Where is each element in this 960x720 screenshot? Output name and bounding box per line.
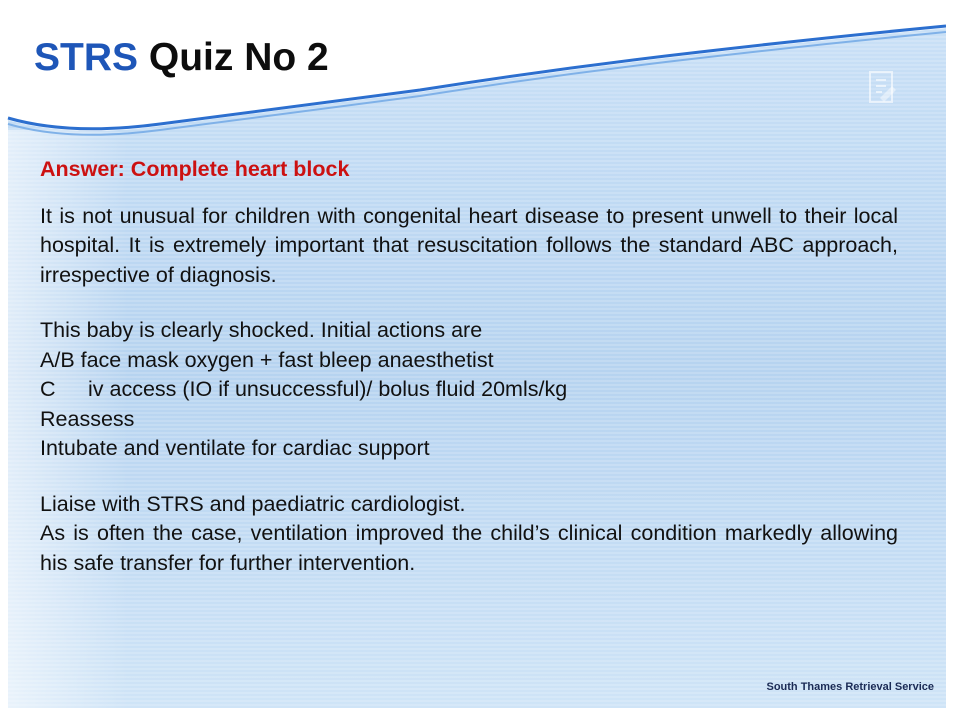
title-acronym: STRS (34, 36, 139, 79)
actions-intro: This baby is clearly shocked. Initial actions are (40, 318, 483, 342)
action-ab: A/B face mask oxygen + fast bleep anaesthetist (40, 347, 494, 372)
action-reassess: Reassess (40, 406, 135, 431)
action-c-prefix: C (40, 377, 56, 401)
footer-organisation: South Thames Retrieval Service (766, 681, 934, 693)
spacer (40, 464, 898, 490)
action-intubate: Intubate and ventilate for cardiac support (40, 436, 430, 460)
paragraph-outcome: As is often the case, ventilation improved the child’s clinical condition markedly allowing his safe transfer for further intervention. (40, 521, 898, 575)
document-icon (866, 68, 900, 108)
paragraph-abc-approach: It is not unusual for children with congenital heart disease to present unwell to their local hospital. It is extremely important that resuscitation follows the standard ABC approach, irrespective of diagnosis. (40, 203, 898, 287)
spacer (40, 290, 898, 316)
liaise-line: Liaise with STRS and paediatric cardiologist. (40, 491, 466, 516)
action-c-text: iv access (IO if unsuccessful)/ bolus fluid 20mls/kg (88, 377, 568, 401)
action-c (40, 375, 898, 405)
slide-body (40, 155, 898, 578)
answer-heading: Answer: Complete heart block (40, 157, 350, 181)
title-rest: Quiz No 2 (148, 36, 329, 79)
slide-title (34, 36, 329, 80)
